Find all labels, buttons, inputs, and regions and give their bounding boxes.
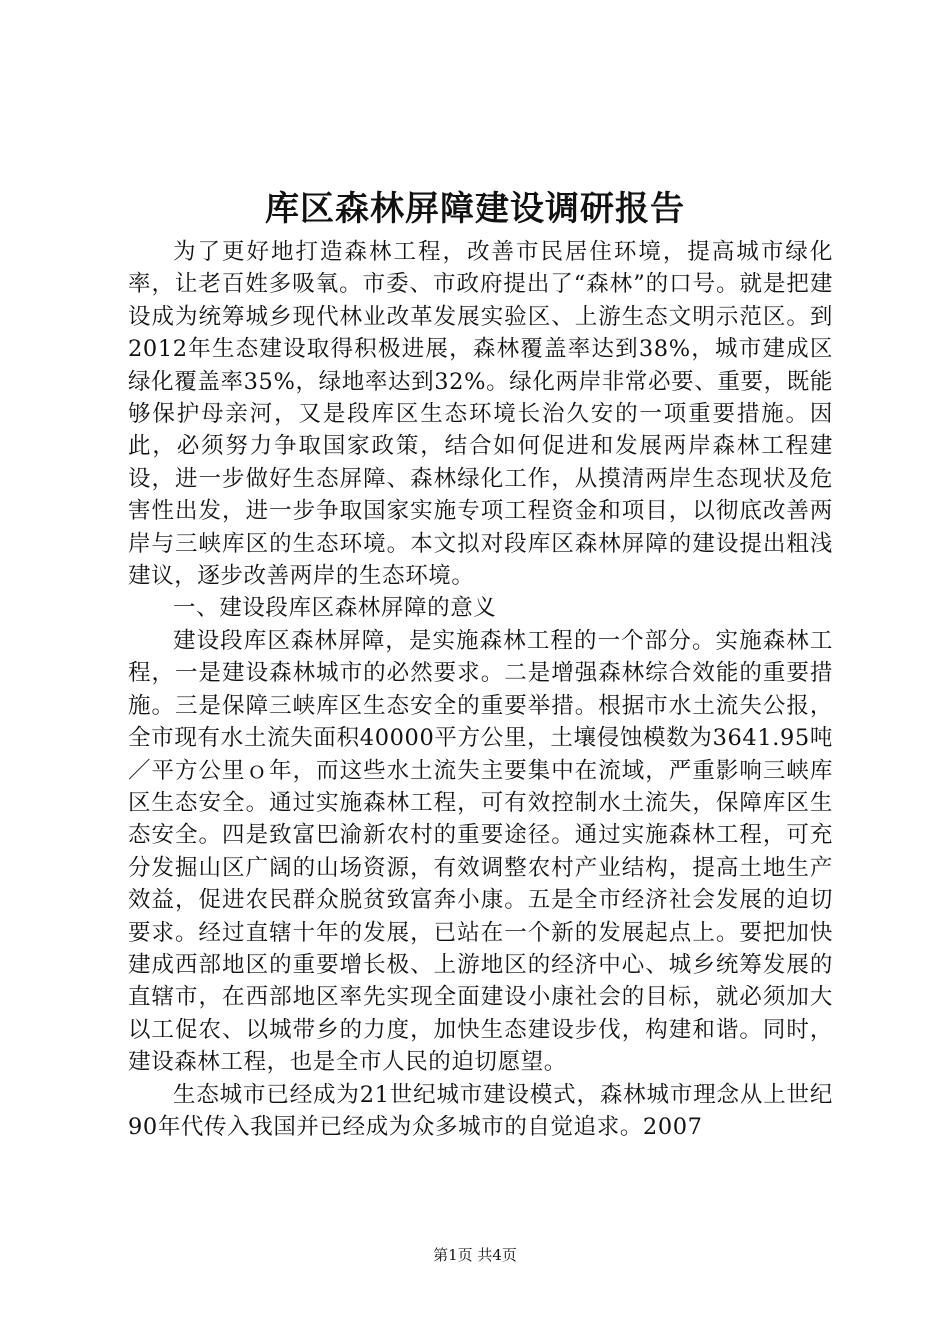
document-title: 库区森林屏障建设调研报告 xyxy=(265,189,685,229)
page-footer: 第1页 共4页 xyxy=(433,1246,517,1264)
eco-city-paragraph: 生态城市已经成为21世纪城市建设模式，森林城市理念从上世纪90年代传入我国并已经成为众多城市的自觉追求。2007 xyxy=(128,1081,833,1140)
section-heading: 一、建设段库区森林屏障的意义 xyxy=(173,595,497,622)
significance-paragraph: 建设段库区森林屏障，是实施森林工程的一个部分。实施森林工程，一是建设森林城市的必然要求。二是增强森林综合效能的重要措施。三是保障三峡库区生态安全的重要举措。根据市水土流失公报，全市现有水土流失面积40000平方公里，土壤侵蚀模数为3641.95吨／平方公里ｏ年，而这些水土流失主要集中在流域，严重影响三峡库区生态安全。通过实施森林工程，可有效控制水土流失，保障库区生态安全。四是致富巴渝新农村的重要途径。通过实施森林工程，可充分发掘山区广阔的山场资源，有效调整农村产业结构，提高土地生产效益，促进农民群众脱贫致富奔小康。五是全市经济社会发展的迫切要求。经过直辖十年的发展，已站在一个新的发展起点上。要把加快建成西部地区的重要增长极、上游地区的经济中心、城乡统筹发展的直辖市，在西部地区率先实现全面建设小康社会的目标，就必须加大以工促农、以城带乡的力度，加快生态建设步伐，构建和谐。同时，建设森林工程，也是全市人民的迫切愿望。 xyxy=(128,627,833,1076)
document-body xyxy=(128,236,833,1143)
intro-paragraph: 为了更好地打造森林工程，改善市民居住环境，提高城市绿化率，让老百姓多吸氧。市委、市政府提出了“森林”的口号。就是把建设成为统筹城乡现代林业改革发展实验区、上游生态文明示范区。到2012年生态建设取得积极进展，森林覆盖率达到38%，城市建成区绿化覆盖率35%，绿地率达到32%。绿化两岸非常必要、重要，既能够保护母亲河，又是段库区生态环境长治久安的一项重要措施。因此，必须努力争取国家政策，结合如何促进和发展两岸森林工程建设，进一步做好生态屏障、森林绿化工作，从摸清两岸生态现状及危害性出发，进一步争取国家实施专项工程资金和项目，以彻底改善两岸与三峡库区的生态环境。本文拟对段库区森林屏障的建设提出粗浅建议，逐步改善两岸的生态环境。 xyxy=(128,239,833,590)
